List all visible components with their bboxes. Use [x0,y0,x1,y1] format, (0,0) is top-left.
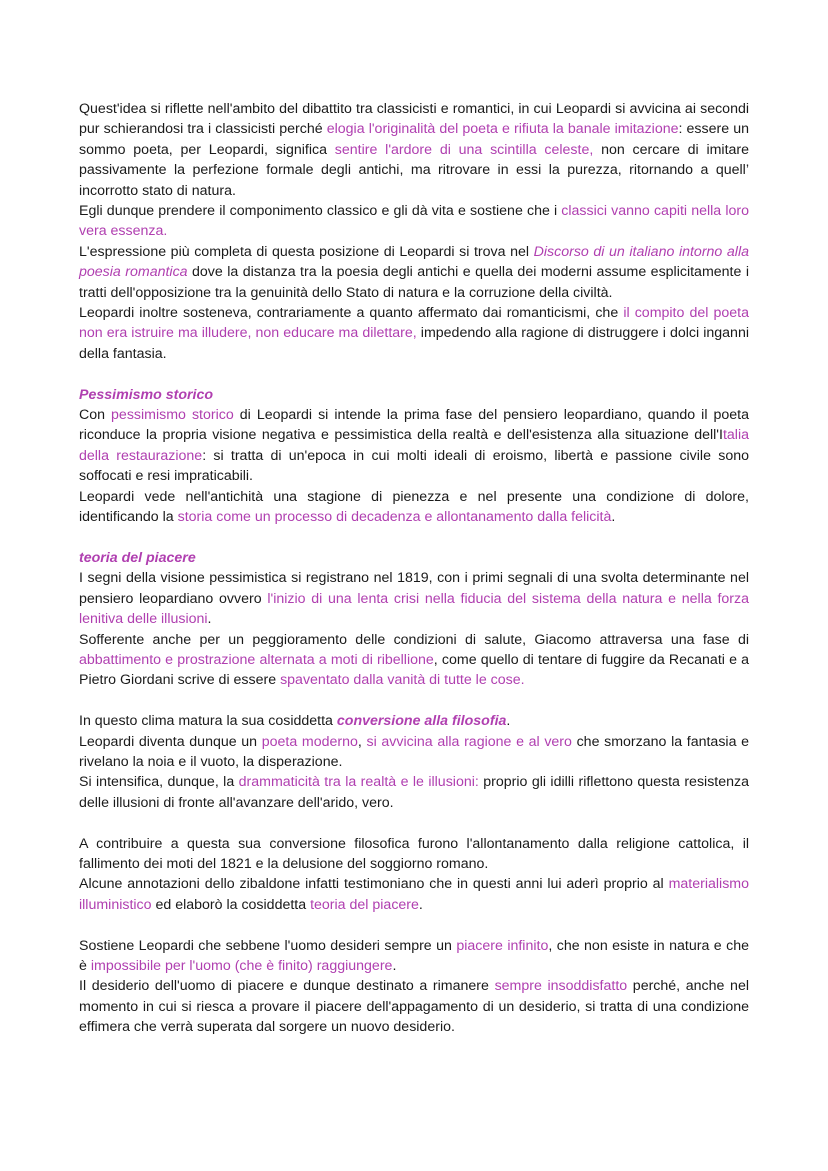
text-span: , [357,733,367,750]
text-span: . [611,509,616,526]
body-paragraph [79,405,749,487]
paragraph-spacer [79,915,749,935]
text-span: . [207,611,212,628]
text-span: . [418,896,423,913]
highlighted-text: classici vanno capiti nella loro vera essenza. [79,203,749,240]
body-paragraph [79,99,749,201]
text-span: Si intensifica, dunque, la [79,774,239,791]
text-span: Quest'idea si riflette nell'ambito del dibattito tra classicisti e romantici, in cui Leopardi si avvicina ai secondi pur schierandosi tra i classicisti perché [79,101,749,138]
text-span: Leopardi diventa dunque un [79,733,262,750]
text-span: . [392,957,397,974]
highlighted-text: elogia l'originalità del poeta e rifiuta la banale imitazione [326,121,679,138]
highlighted-text: sentire l'ardore di una scintilla celeste, [334,141,594,158]
text-span: che smorzano la fantasia e rivelano la noia e il vuoto, la disperazione. [79,733,750,770]
highlighted-text: poeta moderno [261,733,358,750]
text-span: Il desiderio dell'uomo di piacere e dunque destinato a rimanere [79,978,495,995]
body-paragraph [79,568,749,629]
text-span: L'espressione più completa di questa posizione di Leopardi si trova nel [79,243,534,260]
highlighted-text: Discorso di un italiano intorno alla poesia romantica [79,243,749,281]
text-span: non cercare di imitare passivamente la perfezione formale degli antichi, ma ritrovare in essi la purezza, ritornando a quell’ incorrotto stato di natura. [79,141,750,199]
paragraph-spacer [79,813,749,833]
body-paragraph [79,772,749,813]
text-span: : si tratta di un'epoca in cui molti ideali di eroismo, libertà e passione civile sono soffocati e resi impraticabili. [79,447,749,485]
section-heading: teoria del piacere [79,549,196,566]
body-paragraph [79,242,749,303]
highlighted-text: conversione alla filosofia [336,713,507,730]
highlighted-text: storia come un processo di decadenza e allontanamento dalla felicità [177,509,612,526]
text-span: Leopardi vede nell'antichità una stagione di pienezza e nel presente una condizione di dolore, identificando la [79,488,749,526]
text-span: Leopardi inoltre sosteneva, contrariamente a quanto affermato dai romanticismi, che [79,305,624,322]
body-paragraph [79,711,749,731]
text-span: ed elaborò la cosiddetta [151,896,311,913]
body-paragraph [79,201,749,242]
highlighted-text: abbattimento e prostrazione alternata a moti di ribellione [79,651,434,668]
text-span: impedendo alla ragione di distruggere i dolci inganni della fantasia. [79,325,749,362]
text-span: . [506,713,511,730]
text-span: , come quello di tentare di fuggire da Recanati e a Pietro Giordani scrive di essere [79,651,750,689]
highlighted-text: drammaticità tra la realtà e le illusioni: [238,774,479,791]
body-paragraph [79,303,749,364]
document-page [79,99,749,1038]
body-paragraph [79,874,749,915]
text-span: I segni della visione pessimistica si registrano nel 1819, con i primi segnali di una svolta determinante nel pensiero leopardiano ovvero [79,570,749,607]
body-paragraph [79,732,749,773]
text-span: perché, anche nel momento in cui si riesca a provare il piacere dell'appagamento di un desiderio, si tratta di una condizione effimera che verrà superata dal sorgere un nuovo desiderio. [79,978,749,1036]
highlighted-text: piacere infinito [456,937,549,954]
highlighted-text: talia della restaurazione [79,427,749,464]
text-span: proprio gli idilli riflettono questa resistenza delle illusioni di fronte all'avanzare dell'arido, vero. [79,774,749,811]
highlighted-text: teoria del piacere [310,896,419,913]
paragraph-spacer [79,528,749,548]
highlighted-text: l'inizio di una lenta crisi nella fiducia del sistema della natura e nella forza lenitiva delle illusioni [79,590,749,628]
highlighted-text: materialismo illuministico [79,876,749,913]
body-paragraph [79,630,749,691]
section-heading: Pessimismo storico [79,386,214,403]
highlighted-text: impossibile per l'uomo (che è finito) raggiungere [90,957,393,974]
body-paragraph [79,976,749,1037]
text-span: : essere un sommo poeta, per Leopardi, significa [79,121,749,158]
text-span: Egli dunque prendere il componimento classico e gli dà vita e sostiene che i [79,203,562,220]
text-span: Sostiene Leopardi che sebbene l'uomo desideri sempre un [79,937,457,954]
text-span: Sofferente anche per un peggioramento delle condizioni di salute, Giacomo attraversa una fase di [79,631,749,648]
text-span: , che non esiste in natura e che è [79,937,749,974]
body-paragraph [79,487,749,528]
highlighted-text: spaventato dalla vanità di tutte le cose. [280,672,525,689]
highlighted-text: sempre insoddisfatto [494,978,628,995]
body-paragraph [79,936,749,977]
text-span: dove la distanza tra la poesia degli antichi e quella dei moderni assume esplicitamente i tratti dell'opposizione tra la genuinità dello Stato di natura e la corruzione della civiltà. [79,264,749,301]
paragraph-spacer [79,691,749,711]
highlighted-text: pessimismo storico [111,407,234,424]
highlighted-text: si avvicina alla ragione e al vero [366,733,572,750]
paragraph-spacer [79,364,749,384]
text-span: A contribuire a questa sua conversione filosofica furono l'allontanamento dalla religione cattolica, il fallimento dei moti del 1821 e la delusione del soggiorno romano. [79,835,749,872]
highlighted-text: il compito del poeta non era istruire ma illudere, non educare ma dilettare, [79,305,749,342]
text-span: Con [79,407,112,424]
text-span: In questo clima matura la sua cosiddetta [79,713,337,730]
text-span: di Leopardi si intende la prima fase del pensiero leopardiano, quando il poeta riconduce la propria visione negativa e pessimistica della realtà e dell'esistenza alla situazione dell'I [79,407,749,444]
body-paragraph [79,834,749,875]
text-span: Alcune annotazioni dello zibaldone infatti testimoniano che in questi anni lui aderì proprio al [79,876,669,893]
